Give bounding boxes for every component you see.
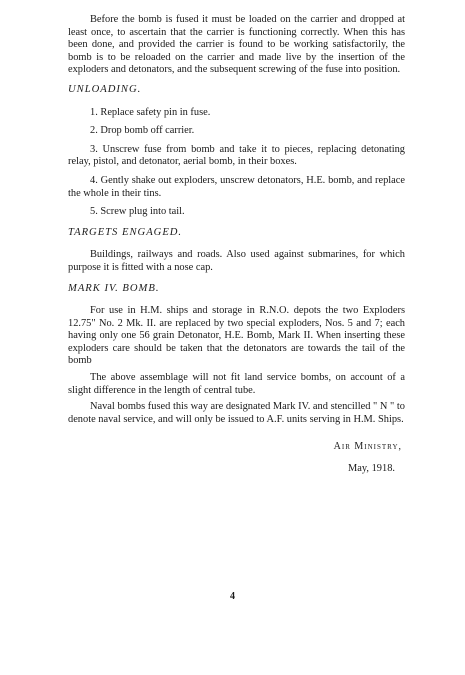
signature-date: May, 1918. bbox=[348, 463, 395, 475]
targets-heading: TARGETS ENGAGED. bbox=[68, 226, 183, 238]
mark-iv-paragraph-3: Naval bombs fused this way are designated Mark IV. and stencilled " N " to denote naval service, and will only be issued to A.F. units serving in H.M. Ships. bbox=[68, 401, 405, 425]
unloading-step-4: 4. Gently shake out exploders, unscrew detonators, H.E. bomb, and replace the whole in their tins. bbox=[68, 174, 405, 199]
signature-org: Air Ministry, bbox=[333, 441, 402, 453]
mark-iv-paragraph-2: The above assemblage will not fit land service bombs, on account of a slight difference in the length of central tube. bbox=[68, 372, 405, 396]
page-number: 4 bbox=[230, 591, 235, 602]
unloading-step-3: 3. Unscrew fuse from bomb and take it to pieces, replacing detonating relay, pistol, and detonator, aerial bomb, in their boxes. bbox=[68, 143, 405, 168]
unloading-step-1: 1. Replace safety pin in fuse. bbox=[90, 106, 211, 118]
unloading-step-2: 2. Drop bomb off carrier. bbox=[90, 125, 195, 137]
targets-paragraph: Buildings, railways and roads. Also used against submarines, for which purpose it is fitted with a nose cap. bbox=[68, 249, 405, 273]
signature-block bbox=[68, 441, 405, 475]
mark-iv-heading: MARK IV. BOMB. bbox=[68, 282, 160, 294]
intro-paragraph: Before the bomb is fused it must be loaded on the carrier and dropped at least once, to ascertain that the carrier is functioning correctly. When this has been done, and provided the carrier is found to be working satisfactorily, the bomb is to be reloaded on the carrier and made live by the insertion of the exploders and detonators, and the subsequent screwing of the fuse into position. bbox=[68, 14, 405, 76]
unloading-step-5: 5. Screw plug into tail. bbox=[90, 206, 185, 218]
unloading-heading: UNLOADING. bbox=[68, 83, 142, 95]
mark-iv-paragraph-1: For use in H.M. ships and storage in R.N.O. depots the two Exploders 12.75" No. 2 Mk. II. are replaced by two special exploders, Nos. 5 and 7; each having only one 56 grain Detonator, H.E. Bomb, Mark II. When inserting these exploders care should be taken that the detonators are towards the tail of the bomb bbox=[68, 305, 405, 367]
